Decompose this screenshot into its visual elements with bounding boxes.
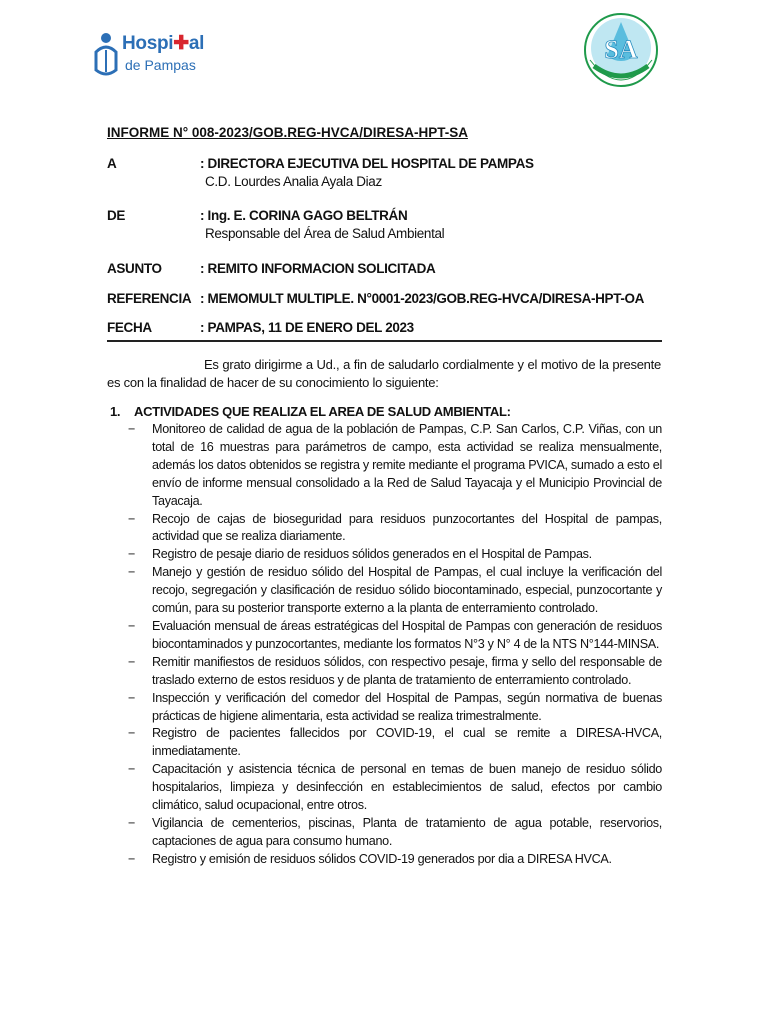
- addressee-name: C.D. Lourdes Analia Ayala Diaz: [205, 174, 382, 189]
- dash-bullet: −: [128, 422, 136, 436]
- list-item-text: Registro de pesaje diario de residuos sólidos generados en el Hospital de Pampas.: [152, 547, 592, 562]
- salud-ambiental-seal: [580, 10, 662, 94]
- dash-bullet: −: [128, 762, 136, 777]
- row-fecha: [107, 320, 414, 335]
- activities-list: [128, 421, 662, 869]
- list-item-text: Remitir manifiestos de residuos sólidos, con respectivo pesaje, firma y sello del responsable de traslado externo de estos residuos y de planta de tratamiento de enterramiento controlado.: [152, 654, 662, 687]
- list-item: [128, 851, 662, 869]
- value-de: : Ing. E. CORINA GAGO BELTRÁN: [200, 208, 408, 223]
- value-referencia: : MEMOMULT MULTIPLE. N°0001-2023/GOB.REG-HVCA/DIRESA-HPT-OA: [200, 291, 645, 306]
- dash-bullet: −: [128, 851, 136, 866]
- list-item-text: Recojo de cajas de bioseguridad para residuos punzocortantes del Hospital de pampas, actividad que se realiza diariamente.: [152, 511, 662, 544]
- list-item-text: Manejo y gestión de residuo sólido del Hospital de Pampas, el cual incluye la verificación del recojo, segregación y clasificación de residuo sólido biocontaminado, especial, punzocortante y común, para su posterior transporte externo a la planta de enterramiento controlado.: [152, 565, 662, 616]
- dash-bullet: −: [128, 618, 136, 633]
- hospital-logo-subtext: de Pampas: [125, 57, 196, 73]
- list-item: [128, 618, 662, 654]
- row-de: [107, 208, 407, 223]
- list-item-text: Monitoreo de calidad de agua de la población de Pampas, C.P. San Carlos, C.P. Viñas, con un total de 16 muestras para parámetros de campo, esta actividad se realiza mensualmente, además los datos obtenidos se registra y remite mediante el programa PVICA, sumado a esto el envío de informe mensual consolidado a la Red de Salud Tayacaja y el Municipio Provincial de Tayacaja.: [152, 422, 663, 508]
- label-a: A: [107, 156, 117, 171]
- dash-bullet: −: [128, 654, 136, 669]
- label-fecha: FECHA: [107, 320, 152, 335]
- list-item-text: Capacitación y asistencia técnica de personal en temas de buen manejo de residuo sólido hospitalarios, limpieza y desinfección en establecimientos de salud, efectos por cambio climático, salud ocupacional, entre otros.: [152, 762, 662, 813]
- value-fecha: : PAMPAS, 11 DE ENERO DEL 2023: [200, 320, 414, 335]
- list-item: [128, 511, 662, 547]
- row-a: [107, 156, 534, 171]
- list-item: [128, 761, 662, 815]
- report-title: INFORME N° 008-2023/GOB.REG-HVCA/DIRESA-HPT-SA: [107, 125, 468, 140]
- hospital-logo: [92, 28, 205, 84]
- list-item: [128, 546, 662, 564]
- row-asunto: [107, 261, 435, 276]
- list-item: [128, 564, 662, 618]
- dash-bullet: −: [128, 511, 136, 526]
- list-item-text: Inspección y verificación del comedor del Hospital de Pampas, según normativa de buenas prácticas de higiene alimentaria, esta actividad se realiza trimestralmente.: [152, 690, 662, 723]
- list-item: [128, 654, 662, 690]
- section-title: ACTIVIDADES QUE REALIZA EL AREA DE SALUD AMBIENTAL:: [134, 404, 511, 419]
- section-heading: [110, 404, 511, 419]
- dash-bullet: −: [128, 726, 136, 741]
- dash-bullet: −: [128, 547, 136, 562]
- intro-paragraph: [107, 356, 661, 392]
- sender-role: Responsable del Área de Salud Ambiental: [205, 226, 445, 241]
- list-item: [128, 690, 662, 726]
- label-asunto: ASUNTO: [107, 261, 162, 276]
- dash-bullet: −: [128, 690, 136, 705]
- section-number: 1.: [110, 404, 121, 419]
- list-item: [128, 725, 662, 761]
- dash-bullet: −: [128, 815, 136, 830]
- list-item-text: Vigilancia de cementerios, piscinas, Planta de tratamiento de agua potable, reservorios, captaciones de agua para consumo humano.: [152, 815, 662, 848]
- hospital-logo-text: Hospi✚al: [122, 33, 205, 54]
- list-item-text: Evaluación mensual de áreas estratégicas del Hospital de Pampas con generación de residuos biocontaminados y punzocortantes, mediante los formatos N°3 y N° 4 de la NTS N°144-MINSA.: [152, 618, 662, 651]
- row-referencia: [107, 291, 644, 306]
- svg-text:SA: SA: [604, 35, 638, 64]
- hospital-person-icon: [92, 30, 122, 80]
- value-asunto: : REMITO INFORMACION SOLICITADA: [200, 261, 436, 276]
- list-item: [128, 815, 662, 851]
- list-item-text: Registro de pacientes fallecidos por COVID-19, el cual se remite a DIRESA-HVCA, inmediatamente.: [152, 726, 662, 759]
- header-divider: [107, 340, 662, 342]
- value-a: : DIRECTORA EJECUTIVA DEL HOSPITAL DE PAMPAS: [200, 156, 534, 171]
- label-de: DE: [107, 208, 126, 223]
- intro-text: Es grato dirigirme a Ud., a fin de saludarlo cordialmente y el motivo de la presente es con la finalidad de hacer de su conocimiento lo siguiente:: [107, 357, 661, 390]
- list-item-text: Registro y emisión de residuos sólidos COVID-19 generados por dia a DIRESA HVCA.: [152, 851, 612, 866]
- dash-bullet: −: [128, 565, 136, 580]
- list-item: [128, 421, 662, 511]
- label-referencia: REFERENCIA: [107, 291, 192, 306]
